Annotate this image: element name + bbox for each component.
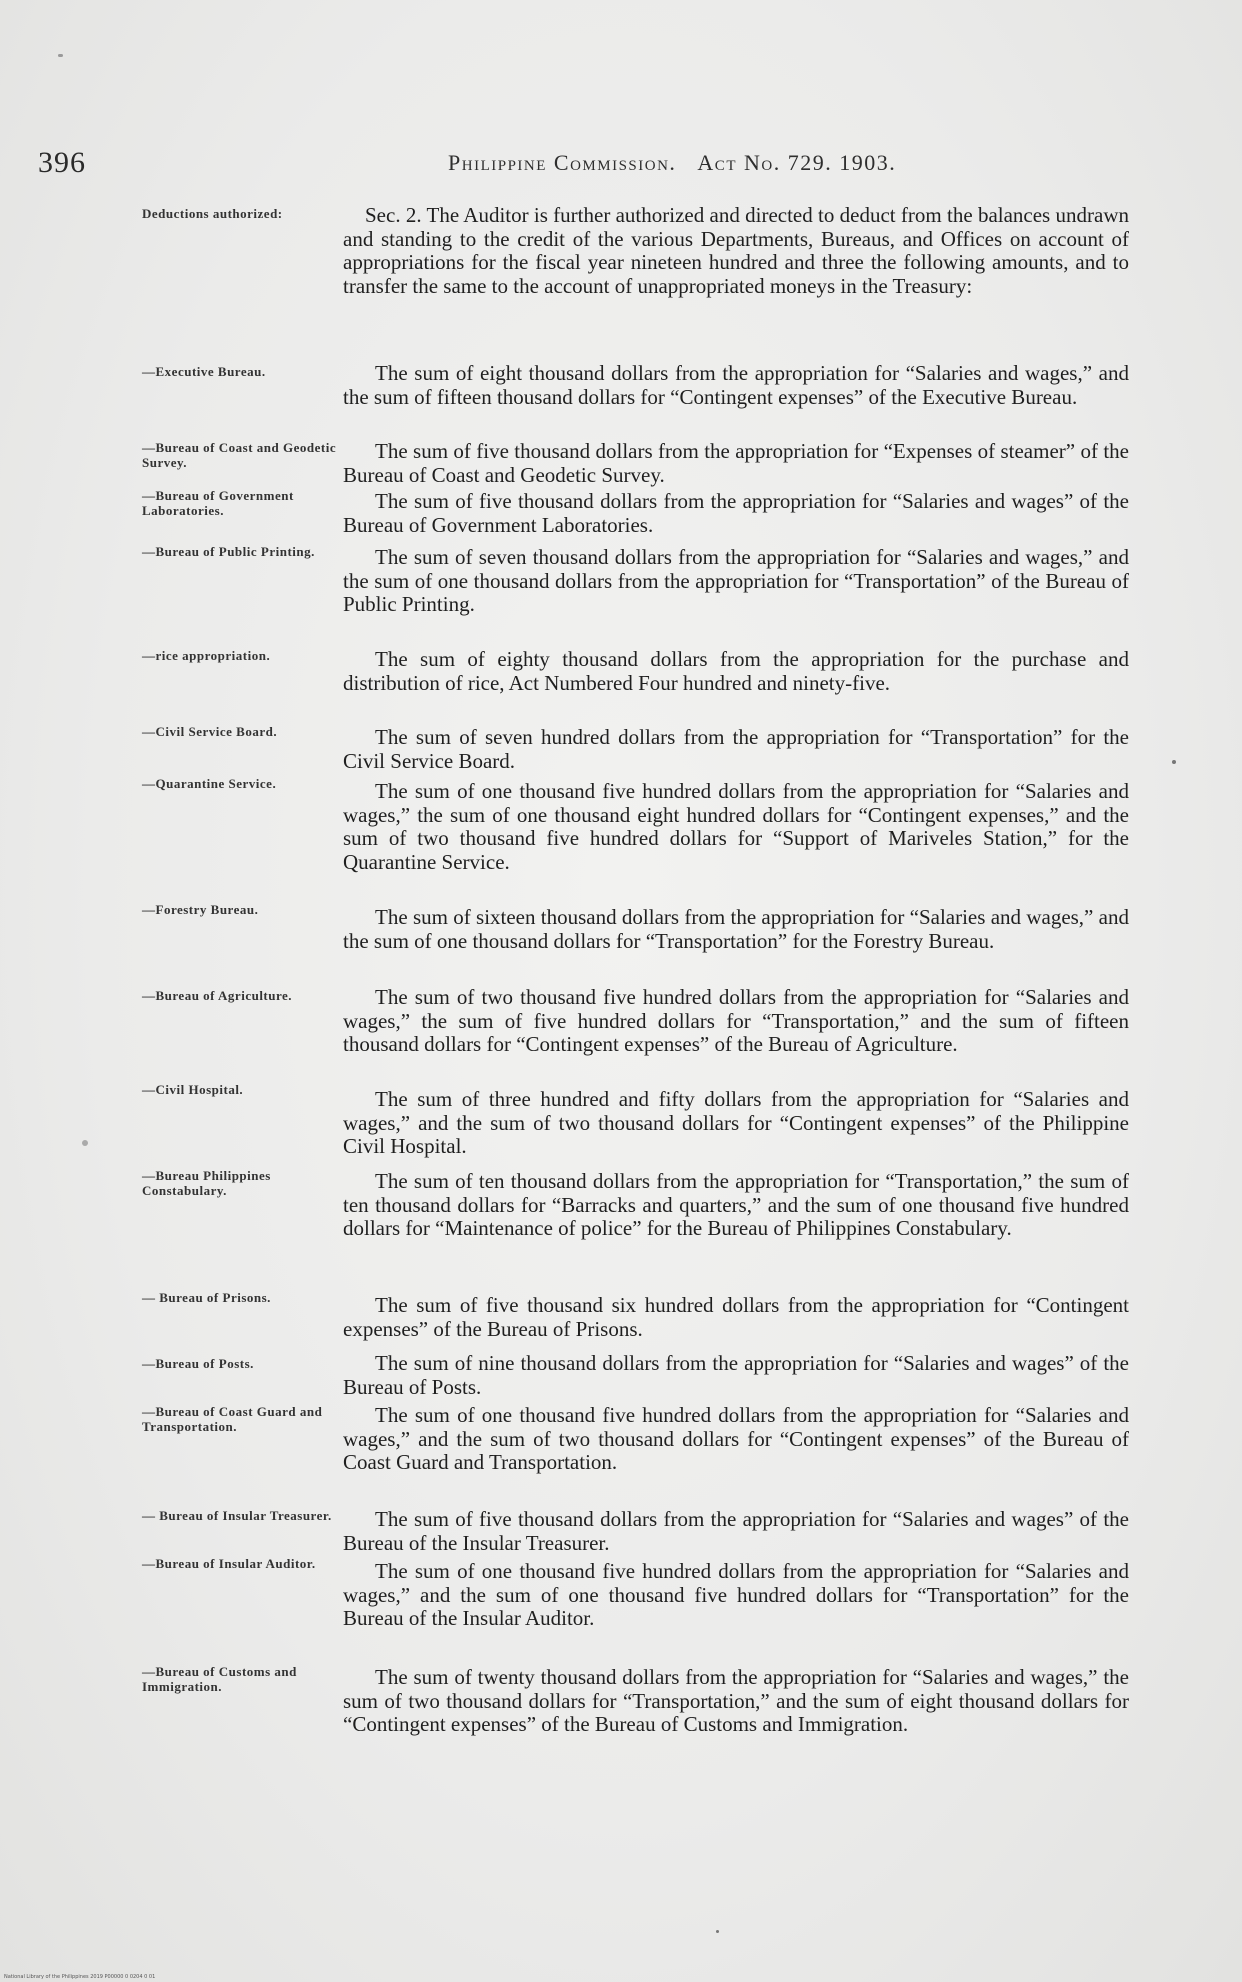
paragraph: The sum of one thousand five hundred dollars from the appropriation for “Salaries and wages,” the sum of one thousand eight hundred dollars for “Contingent expenses,” and the sum of two thousand five hundred dollars for “Support of Mariveles Station,” for the Quarantine Service. <box>343 779 1129 874</box>
scan-speck <box>1172 760 1176 764</box>
paragraph: The sum of five thousand dollars from the appropriation for “Expenses of steamer” of the Bureau of Coast and Geodetic Survey. <box>343 439 1129 487</box>
running-head <box>448 150 896 176</box>
paragraph: The sum of sixteen thousand dollars from the appropriation for “Salaries and wages,” and the sum of one thousand dollars for “Transportation” for the Forestry Bureau. <box>343 905 1129 953</box>
paragraph: The sum of five thousand dollars from the appropriation for “Salaries and wages” of the Bureau of the Insular Treasurer. <box>343 1507 1129 1555</box>
page-number: 396 <box>38 146 86 179</box>
paragraph: The sum of eighty thousand dollars from the appropriation for the purchase and distribution of rice, Act Numbered Four hundred and ninety-five. <box>343 647 1129 695</box>
running-head-act: Act No. 729. 1903. <box>697 150 897 175</box>
margin-note: —Quarantine Service. <box>142 776 277 791</box>
margin-note: —Bureau of Agriculture. <box>142 988 293 1003</box>
margin-note: Deductions authorized: <box>142 206 283 221</box>
scan-mark <box>58 54 63 57</box>
paragraph: The sum of one thousand five hundred dollars from the appropriation for “Salaries and wages,” and the sum of two thousand dollars for “Contingent expenses” of the Bureau of Coast Guard and Transportation. <box>343 1403 1129 1474</box>
margin-note: —Bureau of Public Printing. <box>142 544 315 559</box>
margin-note: —Bureau of Government Laboratories. <box>142 488 294 518</box>
margin-note: —Forestry Bureau. <box>142 902 259 917</box>
margin-note: —Bureau Philippines Constabulary. <box>142 1168 271 1198</box>
paragraph: The sum of nine thousand dollars from the appropriation for “Salaries and wages” of the Bureau of Posts. <box>343 1351 1129 1399</box>
margin-note: —Bureau of Posts. <box>142 1356 254 1371</box>
margin-note: —Executive Bureau. <box>142 364 266 379</box>
paragraph: The sum of three hundred and fifty dollars from the appropriation for “Salaries and wages,” and the sum of two thousand dollars for “Contingent expenses” of the Philippine Civil Hospital. <box>343 1087 1129 1158</box>
margin-note: —Civil Service Board. <box>142 724 278 739</box>
margin-note: —Bureau of Coast and Geodetic Survey. <box>142 440 337 470</box>
margin-note: — Bureau of Insular Treasurer. <box>142 1508 332 1523</box>
paragraph: The sum of five thousand dollars from the appropriation for “Salaries and wages” of the Bureau of Government Laboratories. <box>343 489 1129 537</box>
running-head-title: Philippine Commission. <box>448 150 677 175</box>
margin-note: — Bureau of Prisons. <box>142 1290 271 1305</box>
scan-speck <box>716 1930 719 1933</box>
paragraph: The sum of seven hundred dollars from the appropriation for “Transportation” for the Civil Service Board. <box>343 725 1129 773</box>
margin-note: —Civil Hospital. <box>142 1082 244 1097</box>
margin-note: —rice appropriation. <box>142 648 271 663</box>
paragraph: The sum of two thousand five hundred dollars from the appropriation for “Salaries and wages,” the sum of five hundred dollars for “Transportation,” and the sum of fifteen thousand dollars for “Contingent expenses” of the Bureau of Agriculture. <box>343 985 1129 1056</box>
margin-note: —Bureau of Insular Auditor. <box>142 1556 316 1571</box>
scan-credit: National Library of the Philippines 2019 P00000 0 0204 0 01 <box>4 1974 156 1980</box>
paragraph: The sum of one thousand five hundred dollars from the appropriation for “Salaries and wages,” and the sum of one thousand five hundred dollars for “Transportation” for the Bureau of the Insular Auditor. <box>343 1559 1129 1630</box>
paragraph: Sec. 2. The Auditor is further authorized and directed to deduct from the balances undrawn and standing to the credit of the various Departments, Bureaus, and Offices on account of appropriations for the fiscal year nineteen hundred and three the following amounts, and to transfer the same to the account of unappropriated moneys in the Treasury: <box>343 203 1129 298</box>
margin-note: —Bureau of Coast Guard and Transportation. <box>142 1404 323 1434</box>
paragraph: The sum of ten thousand dollars from the appropriation for “Transportation,” the sum of ten thousand dollars for “Barracks and quarters,” and the sum of one thousand five hundred dollars for “Maintenance of police” for the Bureau of Philippines Constabulary. <box>343 1169 1129 1240</box>
scan-speck <box>82 1140 88 1146</box>
paragraph: The sum of eight thousand dollars from the appropriation for “Salaries and wages,” and the sum of fifteen thousand dollars for “Contingent expenses” of the Executive Bureau. <box>343 361 1129 409</box>
margin-note: —Bureau of Customs and Immigration. <box>142 1664 297 1694</box>
paragraph: The sum of five thousand six hundred dollars from the appropriation for “Contingent expenses” of the Bureau of Prisons. <box>343 1293 1129 1341</box>
paragraph: The sum of seven thousand dollars from the appropriation for “Salaries and wages,” and the sum of one thousand dollars from the appropriation for “Transportation” of the Bureau of Public Printing. <box>343 545 1129 616</box>
paragraph: The sum of twenty thousand dollars from the appropriation for “Salaries and wages,” the sum of two thousand dollars for “Transportation,” and the sum of eight thousand dollars for “Contingent expenses” of the Bureau of Customs and Immigration. <box>343 1665 1129 1736</box>
